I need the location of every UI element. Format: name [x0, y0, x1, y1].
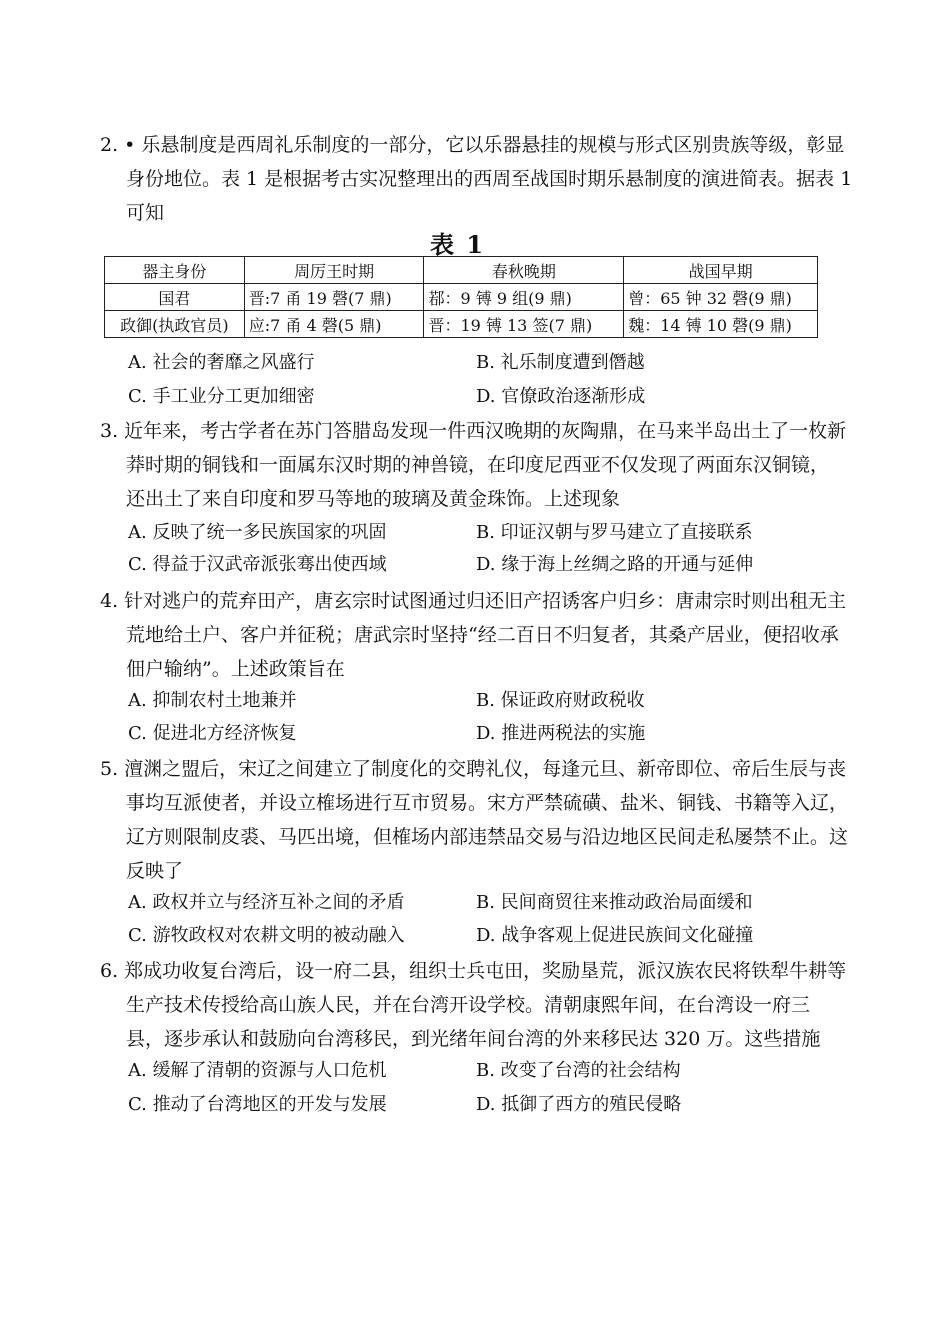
table-cell: 应:7 甬 4 磬(5 鼎)	[244, 311, 424, 338]
stem-line: 还出土了来自印度和罗马等地的玻璃及黄金珠饰。上述现象	[126, 488, 621, 510]
stem-line: 事均互派使者，并设立榷场进行互市贸易。宋方严禁硫磺、盐米、铜钱、书籍等入辽，	[126, 792, 849, 814]
question-5-option-d[interactable]: D. 战争客观上促进民族间文化碰撞	[476, 925, 754, 946]
stem-line: 6. 郑成功收复台湾后，设一府二县，组织士兵屯田，奖励垦荒，派汉族农民将铁犁牛耕等	[100, 960, 847, 982]
stem-line: 身份地位。表 1 是根据考古实况整理出的西周至战国时期乐悬制度的演进简表。据表 1	[126, 168, 853, 190]
table-header-cell: 周厉王时期	[244, 257, 424, 284]
question-2-stem	[100, 128, 853, 230]
table-row	[105, 284, 818, 311]
table-cell: 国君	[105, 284, 245, 311]
question-6-option-d[interactable]: D. 抵御了西方的殖民侵略	[476, 1094, 682, 1115]
question-4-option-b[interactable]: B. 保证政府财政税收	[476, 690, 645, 711]
stem-line: 3. 近年来，考古学者在苏门答腊岛发现一件西汉晚期的灰陶鼎，在马来半岛出土了一枚新	[100, 420, 847, 442]
question-2-option-d[interactable]: D. 官僚政治逐渐形成	[476, 386, 646, 407]
question-6-option-a[interactable]: A. 缓解了清朝的资源与人口危机	[128, 1060, 387, 1081]
table-header-cell: 器主身份	[105, 257, 245, 284]
question-3-option-d[interactable]: D. 缘于海上丝绸之路的开通与延伸	[476, 554, 754, 575]
question-6-option-c[interactable]: C. 推动了台湾地区的开发与发展	[128, 1094, 387, 1115]
question-3-option-a[interactable]: A. 反映了统一多民族国家的巩固	[128, 522, 387, 543]
question-2-option-b[interactable]: B. 礼乐制度遭到僭越	[476, 352, 645, 373]
table-cell: 晋:7 甬 19 磬(7 鼎)	[244, 284, 424, 311]
question-5-option-a[interactable]: A. 政权并立与经济互补之间的矛盾	[128, 892, 405, 913]
question-4-option-c[interactable]: C. 促进北方经济恢复	[128, 723, 297, 744]
stem-line: 5. 澶渊之盟后，宋辽之间建立了制度化的交聘礼仪，每逢元旦、新帝即位、帝后生辰与丧	[100, 758, 847, 780]
question-4-option-a[interactable]: A. 抑制农村土地兼并	[128, 690, 297, 711]
stem-line: 生产技术传授给高山族人民，并在台湾开设学校。清朝康熙年间，在台湾设一府三	[126, 994, 811, 1016]
table-header-row	[105, 257, 818, 284]
table-cell: 曾：65 钟 32 磬(9 鼎)	[624, 284, 818, 311]
table-cell: 鄀：9 镈 9 组(9 鼎)	[424, 284, 624, 311]
evolution-table	[104, 256, 818, 338]
stem-line: 佃户输纳”。上述政策旨在	[126, 658, 345, 680]
question-4-option-d[interactable]: D. 推进两税法的实施	[476, 723, 646, 744]
question-6-option-b[interactable]: B. 改变了台湾的社会结构	[476, 1060, 681, 1081]
question-2-option-c[interactable]: C. 手工业分工更加细密	[128, 386, 315, 407]
question-3-stem	[100, 414, 847, 516]
stem-line: 4. 针对逃户的荒弃田产，唐玄宗时试图通过归还旧产招诱客户归乡：唐肃宗时则出租无主	[100, 590, 847, 612]
table-cell: 政御(执政官员)	[105, 311, 245, 338]
question-5-option-b[interactable]: B. 民间商贸往来推动政治局面缓和	[476, 892, 753, 913]
stem-line: 荒地给土户、客户并征税；唐武宗时坚持“经二百日不归复者，其桑产居业，便招收承	[126, 624, 839, 646]
question-6-stem	[100, 954, 847, 1056]
table-cell: 晋：19 镈 13 签(7 鼎)	[424, 311, 624, 338]
question-3-option-b[interactable]: B. 印证汉朝与罗马建立了直接联系	[476, 522, 753, 543]
question-5-option-c[interactable]: C. 游牧政权对农耕文明的被动融入	[128, 925, 405, 946]
table-header-cell: 春秋晚期	[424, 257, 624, 284]
stem-line: 县，逐步承认和鼓励向台湾移民，到光绪年间台湾的外来移民达 320 万。这些措施	[126, 1028, 821, 1050]
question-3-option-c[interactable]: C. 得益于汉武帝派张骞出使西域	[128, 554, 387, 575]
table-title: 表 1	[430, 230, 486, 259]
question-2-option-a[interactable]: A. 社会的奢靡之风盛行	[128, 352, 315, 373]
stem-line: 莽时期的铜钱和一面属东汉时期的神兽镜，在印度尼西亚不仅发现了两面东汉铜镜，	[126, 454, 830, 476]
question-4-stem	[100, 584, 847, 686]
question-5-stem	[100, 752, 849, 888]
stem-line: 辽方则限制皮裘、马匹出境，但榷场内部违禁品交易与沿边地区民间走私屡禁不止。这	[126, 826, 849, 848]
stem-line: 反映了	[126, 860, 184, 882]
table-header-cell: 战国早期	[624, 257, 818, 284]
stem-line: 可知	[126, 202, 165, 224]
table-cell: 魏：14 镈 10 磬(9 鼎)	[624, 311, 818, 338]
table-row	[105, 311, 818, 338]
stem-line: 2. • 乐悬制度是西周礼乐制度的一部分，它以乐器悬挂的规模与形式区别贵族等级，彰显	[100, 134, 845, 156]
